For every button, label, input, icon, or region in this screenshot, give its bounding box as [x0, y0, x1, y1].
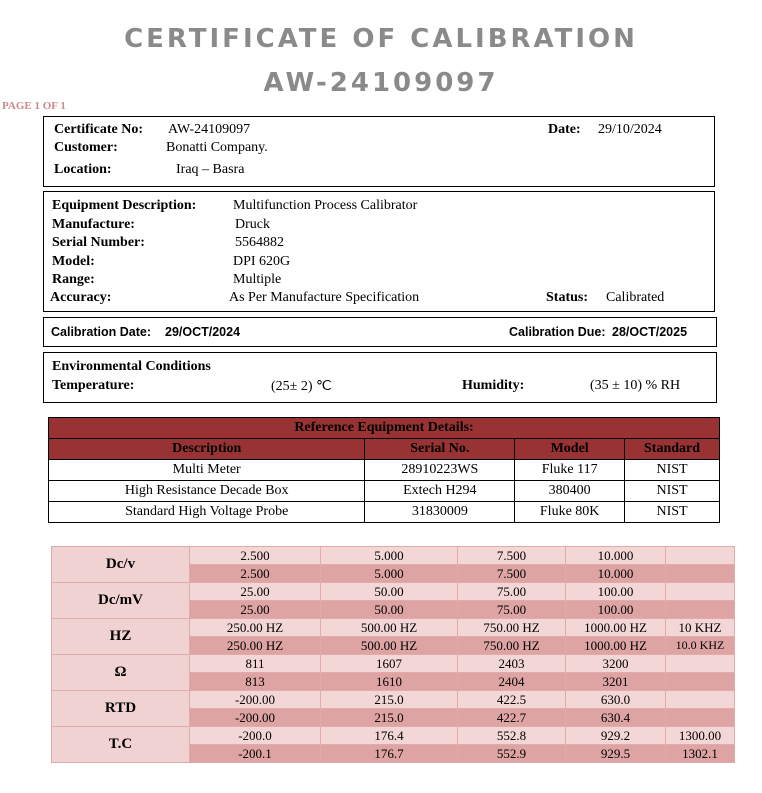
table-cell: 75.00 — [458, 601, 566, 619]
reference-title: Reference Equipment Details: — [49, 418, 720, 439]
column-header: Description — [49, 439, 365, 460]
table-row — [49, 481, 720, 502]
table-cell: 10.0 KHZ — [666, 637, 735, 655]
calibration-date-label: Calibration Date: — [51, 325, 152, 339]
calibration-dates-box — [43, 317, 717, 347]
cert-no-value: AW-24109097 — [168, 122, 251, 137]
equipment-box — [43, 191, 715, 312]
measurement-category: Ω — [52, 655, 190, 691]
table-cell: 500.00 HZ — [321, 619, 458, 637]
table-cell: NIST — [625, 460, 720, 481]
equipment-desc-value: Multifunction Process Calibrator — [233, 198, 418, 213]
table-cell: NIST — [625, 481, 720, 502]
table-cell — [666, 655, 735, 673]
table-cell: 5.000 — [321, 565, 458, 583]
table-cell: 2.500 — [190, 565, 321, 583]
table-cell: 750.00 HZ — [458, 637, 566, 655]
table-cell: 50.00 — [321, 583, 458, 601]
table-cell: Fluke 117 — [515, 460, 625, 481]
measurement-category: Dc/mV — [52, 583, 190, 619]
table-cell: 50.00 — [321, 601, 458, 619]
table-cell: 75.00 — [458, 583, 566, 601]
humidity-value: (35 ± 10) % RH — [590, 378, 681, 393]
table-cell: 25.00 — [190, 601, 321, 619]
environment-box — [43, 352, 717, 403]
table-cell: Multi Meter — [49, 460, 365, 481]
table-cell: 215.0 — [321, 709, 458, 727]
table-cell: -200.0 — [190, 727, 321, 745]
table-cell: 100.00 — [566, 583, 666, 601]
table-row — [52, 619, 735, 637]
table-cell: 422.7 — [458, 709, 566, 727]
table-cell: 380400 — [515, 481, 625, 502]
table-cell — [666, 673, 735, 691]
table-row — [49, 502, 720, 523]
table-cell: 2404 — [458, 673, 566, 691]
table-cell: 3201 — [566, 673, 666, 691]
status-value: Calibrated — [606, 290, 665, 305]
table-cell: 811 — [190, 655, 321, 673]
table-cell: 1607 — [321, 655, 458, 673]
temperature-label: Temperature: — [52, 378, 135, 393]
customer-value: Bonatti Company. — [166, 140, 268, 155]
date-label: Date: — [548, 122, 581, 137]
table-cell: 250.00 HZ — [190, 637, 321, 655]
table-cell: 7.500 — [458, 547, 566, 565]
manufacture-value: Druck — [235, 217, 270, 232]
table-cell: 5.000 — [321, 547, 458, 565]
measurement-category: T.C — [52, 727, 190, 763]
table-cell: 28910223WS — [365, 460, 515, 481]
location-value: Iraq – Basra — [176, 162, 245, 177]
table-row — [52, 655, 735, 673]
table-cell: 10 KHZ — [666, 619, 735, 637]
accuracy-value: As Per Manufacture Specification — [229, 290, 420, 305]
location-label: Location: — [54, 162, 112, 177]
table-cell: 2403 — [458, 655, 566, 673]
accuracy-label: Accuracy: — [50, 290, 112, 305]
table-cell: -200.1 — [190, 745, 321, 763]
table-cell: 813 — [190, 673, 321, 691]
range-value: Multiple — [233, 272, 282, 287]
table-cell: 630.0 — [566, 691, 666, 709]
calibration-date-value: 29/OCT/2024 — [165, 325, 241, 339]
table-cell: 1000.00 HZ — [566, 637, 666, 655]
table-cell: 215.0 — [321, 691, 458, 709]
table-cell: 7.500 — [458, 565, 566, 583]
table-cell: 176.4 — [321, 727, 458, 745]
certificate-id-heading: AW-24109097 — [263, 68, 499, 98]
calibration-due-value: 28/OCT/2025 — [612, 325, 688, 339]
temperature-value: (25± 2) ℃ — [271, 379, 332, 394]
page-number: PAGE 1 OF 1 — [2, 100, 66, 112]
table-row — [49, 460, 720, 481]
table-cell: 250.00 HZ — [190, 619, 321, 637]
column-header: Model — [515, 439, 625, 460]
table-cell: 750.00 HZ — [458, 619, 566, 637]
model-value: DPI 620G — [233, 254, 291, 269]
table-cell: 422.5 — [458, 691, 566, 709]
table-cell — [666, 565, 735, 583]
table-cell: 31830009 — [365, 502, 515, 523]
serial-value: 5564882 — [235, 235, 284, 250]
reference-equipment-table — [48, 417, 720, 523]
table-row — [52, 547, 735, 565]
table-cell: 1302.1 — [666, 745, 735, 763]
table-cell: 500.00 HZ — [321, 637, 458, 655]
manufacture-label: Manufacture: — [52, 217, 135, 232]
table-cell: 176.7 — [321, 745, 458, 763]
table-cell — [666, 691, 735, 709]
serial-label: Serial Number: — [52, 235, 145, 250]
date-value: 29/10/2024 — [598, 122, 662, 137]
table-cell: 10.000 — [566, 547, 666, 565]
table-cell: Extech H294 — [365, 481, 515, 502]
column-header: Standard — [625, 439, 720, 460]
table-cell: 25.00 — [190, 583, 321, 601]
table-cell: 552.8 — [458, 727, 566, 745]
table-cell: 100.00 — [566, 601, 666, 619]
range-label: Range: — [52, 272, 95, 287]
table-cell — [666, 547, 735, 565]
table-cell: 10.000 — [566, 565, 666, 583]
cert-no-label: Certificate No: — [54, 122, 144, 137]
table-cell: -200.00 — [190, 709, 321, 727]
table-cell — [666, 709, 735, 727]
table-row — [52, 691, 735, 709]
table-cell: 630.4 — [566, 709, 666, 727]
certificate-title: CERTIFICATE OF CALIBRATION — [124, 24, 638, 54]
table-cell: 3200 — [566, 655, 666, 673]
table-cell: 1300.00 — [666, 727, 735, 745]
table-cell — [666, 583, 735, 601]
table-cell: 2.500 — [190, 547, 321, 565]
table-cell: 929.2 — [566, 727, 666, 745]
customer-info-box — [43, 116, 715, 187]
humidity-label: Humidity: — [462, 378, 525, 393]
environment-heading: Environmental Conditions — [52, 359, 211, 374]
table-cell — [666, 601, 735, 619]
table-cell: Fluke 80K — [515, 502, 625, 523]
measurement-category: Dc/v — [52, 547, 190, 583]
table-cell: 929.5 — [566, 745, 666, 763]
customer-label: Customer: — [54, 140, 118, 155]
status-label: Status: — [546, 290, 589, 305]
table-cell: 552.9 — [458, 745, 566, 763]
measurement-category: HZ — [52, 619, 190, 655]
table-cell: 1610 — [321, 673, 458, 691]
table-row — [52, 727, 735, 745]
table-cell: NIST — [625, 502, 720, 523]
measurement-category: RTD — [52, 691, 190, 727]
table-cell: Standard High Voltage Probe — [49, 502, 365, 523]
equipment-desc-label: Equipment Description: — [52, 198, 197, 213]
table-cell: High Resistance Decade Box — [49, 481, 365, 502]
table-cell: -200.00 — [190, 691, 321, 709]
measurement-table — [51, 546, 735, 763]
model-label: Model: — [52, 254, 95, 269]
column-header: Serial No. — [365, 439, 515, 460]
table-row — [52, 583, 735, 601]
table-cell: 1000.00 HZ — [566, 619, 666, 637]
calibration-due-label: Calibration Due: — [509, 325, 606, 339]
